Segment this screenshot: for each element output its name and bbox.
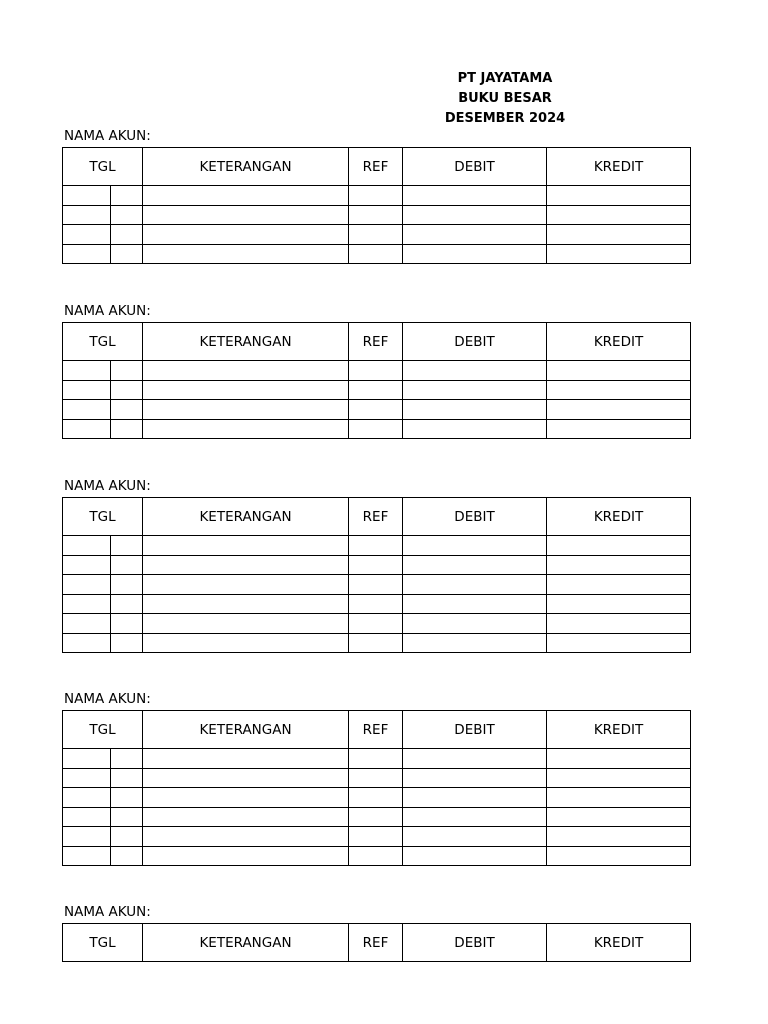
cell-ref[interactable] [349,827,403,847]
account-name-label: NAMA AKUN: [64,128,151,144]
cell-debit[interactable] [403,555,547,575]
cell-description[interactable] [143,594,349,614]
cell-debit[interactable] [403,633,547,653]
table-row [63,594,691,614]
cell-debit[interactable] [403,846,547,866]
cell-credit[interactable] [547,555,691,575]
cell-day[interactable] [111,614,143,634]
cell-credit[interactable] [547,186,691,206]
cell-month[interactable] [63,205,111,225]
table-row [63,555,691,575]
cell-credit[interactable] [547,361,691,381]
col-header-credit: KREDIT [547,498,691,536]
cell-credit[interactable] [547,536,691,556]
cell-month[interactable] [63,633,111,653]
table-row [63,749,691,769]
cell-day[interactable] [111,536,143,556]
table-row [63,807,691,827]
col-header-date: TGL [63,323,143,361]
cell-day[interactable] [111,749,143,769]
table-row [63,361,691,381]
cell-description[interactable] [143,614,349,634]
cell-credit[interactable] [547,575,691,595]
cell-ref[interactable] [349,633,403,653]
cell-debit[interactable] [403,807,547,827]
cell-credit[interactable] [547,419,691,439]
cell-month[interactable] [63,555,111,575]
col-header-credit: KREDIT [547,924,691,962]
cell-day[interactable] [111,633,143,653]
cell-debit[interactable] [403,419,547,439]
cell-description[interactable] [143,788,349,808]
table-row [63,400,691,420]
cell-day[interactable] [111,225,143,245]
header-row [63,148,691,186]
cell-credit[interactable] [547,400,691,420]
cell-credit[interactable] [547,380,691,400]
cell-ref[interactable] [349,555,403,575]
cell-month[interactable] [63,594,111,614]
cell-credit[interactable] [547,225,691,245]
table-row [63,614,691,634]
col-header-credit: KREDIT [547,323,691,361]
cell-day[interactable] [111,419,143,439]
cell-debit[interactable] [403,361,547,381]
table-row [63,244,691,264]
col-header-description: KETERANGAN [143,323,349,361]
col-header-date: TGL [63,148,143,186]
cell-credit[interactable] [547,788,691,808]
col-header-debit: DEBIT [403,711,547,749]
cell-month[interactable] [63,614,111,634]
col-header-ref: REF [349,711,403,749]
report-period: DESEMBER 2024 [444,111,566,126]
cell-day[interactable] [111,575,143,595]
cell-debit[interactable] [403,186,547,206]
cell-month[interactable] [63,244,111,264]
cell-month[interactable] [63,186,111,206]
cell-ref[interactable] [349,419,403,439]
company-name: PT JAYATAMA [457,71,553,86]
cell-ref[interactable] [349,594,403,614]
cell-description[interactable] [143,749,349,769]
cell-description[interactable] [143,205,349,225]
cell-description[interactable] [143,827,349,847]
cell-ref[interactable] [349,768,403,788]
cell-ref[interactable] [349,788,403,808]
ledger-table [62,923,691,962]
account-name-label: NAMA AKUN: [64,691,151,707]
cell-ref[interactable] [349,575,403,595]
cell-debit[interactable] [403,244,547,264]
cell-day[interactable] [111,594,143,614]
table-row [63,633,691,653]
cell-debit[interactable] [403,788,547,808]
cell-month[interactable] [63,575,111,595]
cell-debit[interactable] [403,749,547,769]
cell-description[interactable] [143,846,349,866]
cell-day[interactable] [111,244,143,264]
col-header-description: KETERANGAN [143,924,349,962]
cell-day[interactable] [111,827,143,847]
cell-credit[interactable] [547,244,691,264]
cell-ref[interactable] [349,380,403,400]
cell-description[interactable] [143,633,349,653]
cell-debit[interactable] [403,536,547,556]
cell-ref[interactable] [349,225,403,245]
table-row [63,846,691,866]
cell-month[interactable] [63,225,111,245]
ledger-table [62,322,691,439]
col-header-debit: DEBIT [403,498,547,536]
table-row [63,536,691,556]
cell-description[interactable] [143,380,349,400]
cell-month[interactable] [63,400,111,420]
cell-month[interactable] [63,827,111,847]
col-header-ref: REF [349,323,403,361]
cell-credit[interactable] [547,594,691,614]
cell-description[interactable] [143,361,349,381]
cell-credit[interactable] [547,807,691,827]
col-header-debit: DEBIT [403,323,547,361]
cell-credit[interactable] [547,633,691,653]
table-row [63,225,691,245]
header-row [63,323,691,361]
cell-ref[interactable] [349,749,403,769]
col-header-ref: REF [349,498,403,536]
cell-month[interactable] [63,380,111,400]
cell-description[interactable] [143,536,349,556]
cell-debit[interactable] [403,380,547,400]
cell-debit[interactable] [403,400,547,420]
cell-credit[interactable] [547,768,691,788]
cell-description[interactable] [143,419,349,439]
cell-month[interactable] [63,768,111,788]
col-header-ref: REF [349,924,403,962]
cell-debit[interactable] [403,575,547,595]
col-header-date: TGL [63,498,143,536]
cell-debit[interactable] [403,594,547,614]
cell-description[interactable] [143,244,349,264]
cell-description[interactable] [143,555,349,575]
cell-credit[interactable] [547,205,691,225]
ledger-table [62,147,691,264]
cell-ref[interactable] [349,400,403,420]
table-row [63,186,691,206]
ledger-table [62,497,691,653]
cell-description[interactable] [143,186,349,206]
cell-day[interactable] [111,846,143,866]
cell-description[interactable] [143,225,349,245]
cell-month[interactable] [63,536,111,556]
header-row [63,924,691,962]
cell-day[interactable] [111,186,143,206]
ledger-table [62,710,691,866]
cell-ref[interactable] [349,846,403,866]
cell-ref[interactable] [349,807,403,827]
cell-day[interactable] [111,768,143,788]
cell-debit[interactable] [403,225,547,245]
cell-month[interactable] [63,788,111,808]
cell-debit[interactable] [403,827,547,847]
cell-day[interactable] [111,807,143,827]
cell-day[interactable] [111,205,143,225]
cell-ref[interactable] [349,244,403,264]
table-row [63,205,691,225]
cell-ref[interactable] [349,205,403,225]
table-row [63,768,691,788]
cell-ref[interactable] [349,186,403,206]
col-header-credit: KREDIT [547,711,691,749]
col-header-debit: DEBIT [403,148,547,186]
table-row [63,380,691,400]
cell-description[interactable] [143,400,349,420]
cell-day[interactable] [111,380,143,400]
col-header-date: TGL [63,711,143,749]
cell-month[interactable] [63,361,111,381]
account-name-label: NAMA AKUN: [64,478,151,494]
col-header-credit: KREDIT [547,148,691,186]
col-header-description: KETERANGAN [143,148,349,186]
table-row [63,788,691,808]
cell-ref[interactable] [349,614,403,634]
header-row [63,711,691,749]
report-title: BUKU BESAR [458,91,552,106]
cell-debit[interactable] [403,768,547,788]
cell-day[interactable] [111,788,143,808]
table-row [63,419,691,439]
cell-day[interactable] [111,400,143,420]
cell-description[interactable] [143,807,349,827]
cell-ref[interactable] [349,536,403,556]
cell-ref[interactable] [349,361,403,381]
cell-credit[interactable] [547,749,691,769]
col-header-date: TGL [63,924,143,962]
cell-debit[interactable] [403,205,547,225]
cell-month[interactable] [63,846,111,866]
cell-day[interactable] [111,555,143,575]
cell-month[interactable] [63,419,111,439]
cell-debit[interactable] [403,614,547,634]
cell-credit[interactable] [547,846,691,866]
col-header-description: KETERANGAN [143,498,349,536]
cell-description[interactable] [143,575,349,595]
cell-month[interactable] [63,749,111,769]
account-name-label: NAMA AKUN: [64,904,151,920]
account-name-label: NAMA AKUN: [64,303,151,319]
cell-credit[interactable] [547,614,691,634]
table-row [63,827,691,847]
col-header-debit: DEBIT [403,924,547,962]
col-header-ref: REF [349,148,403,186]
cell-month[interactable] [63,807,111,827]
cell-day[interactable] [111,361,143,381]
cell-credit[interactable] [547,827,691,847]
col-header-description: KETERANGAN [143,711,349,749]
cell-description[interactable] [143,768,349,788]
header-row [63,498,691,536]
table-row [63,575,691,595]
